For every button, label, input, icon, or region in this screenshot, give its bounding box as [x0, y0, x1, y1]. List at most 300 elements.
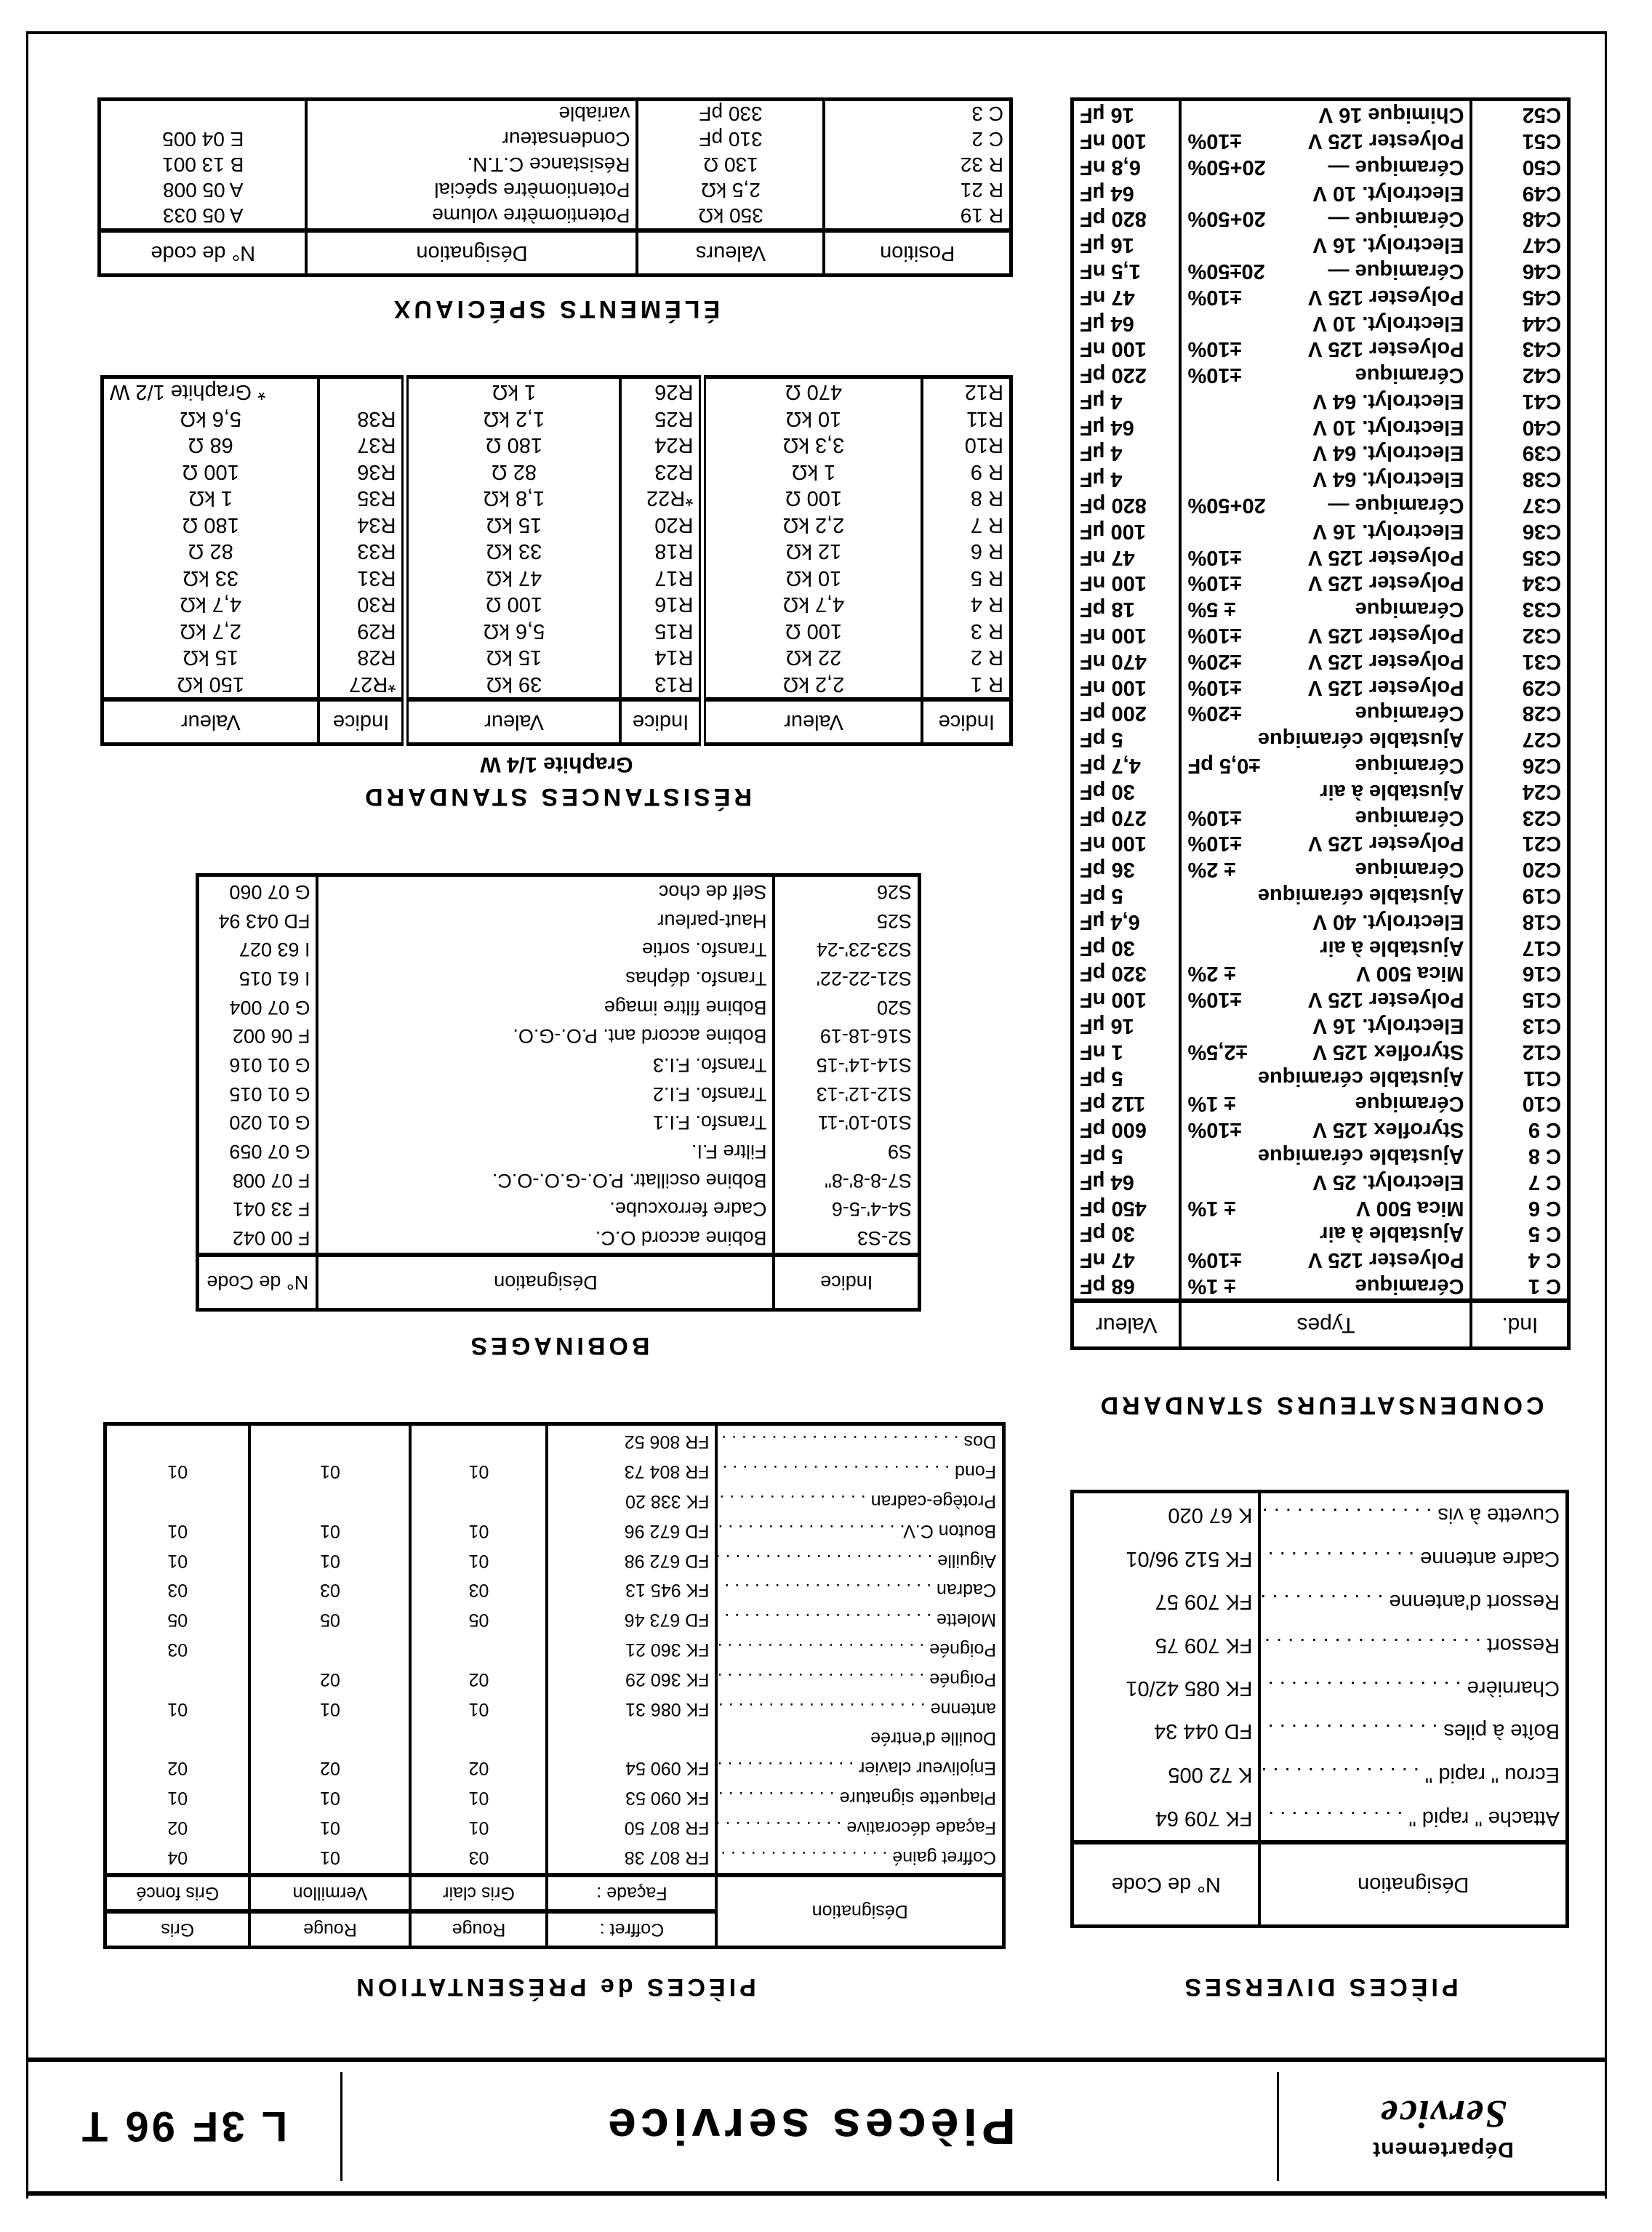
- valeur-cell: 30 pF: [1080, 1222, 1135, 1246]
- valeur-cell: 64 µF: [1080, 1170, 1134, 1194]
- designation-cell: Transfo. déphas: [318, 964, 774, 993]
- code-cell: [548, 1723, 717, 1753]
- type-cell: [1181, 336, 1472, 362]
- designation-cell: Bobine accord O.C.: [318, 1224, 774, 1255]
- indice-cell: *R27: [319, 671, 406, 700]
- ind-cell: C39: [1472, 440, 1569, 466]
- ind-cell: C21: [1472, 830, 1569, 856]
- table-row: [105, 1783, 1004, 1813]
- rouge-vermillon-cell: [250, 1723, 411, 1753]
- type-cell: [1181, 466, 1472, 492]
- indice-cell: R14: [621, 644, 703, 671]
- indice-cell: R 4: [923, 591, 1011, 618]
- type-cell: [1181, 361, 1472, 388]
- condensateurs-title: CONDENSATEURS STANDARD: [1096, 1392, 1544, 1419]
- indice-cell: R20: [621, 512, 703, 539]
- valeur-cell: 150 kΩ: [177, 673, 245, 696]
- table-row: [198, 935, 920, 964]
- ind-cell: C33: [1472, 595, 1569, 622]
- ind-cell: C51: [1472, 127, 1569, 153]
- code-cell: FK 709 57: [1155, 1590, 1253, 1614]
- resistances-title: RÉSISTANCES STANDARD: [361, 783, 752, 811]
- table-row: [1072, 153, 1569, 180]
- valeur-cell: 1 kΩ: [703, 459, 923, 486]
- table-row: [105, 1575, 1004, 1605]
- header-valeur-1: Valeur: [703, 699, 923, 744]
- position-cell: R 32: [825, 152, 1011, 177]
- table-row: [1072, 1142, 1569, 1168]
- tolerance: ±20%: [1187, 649, 1242, 673]
- type-name: Céramique —: [1328, 155, 1464, 179]
- valeur-cell: 100 Ω: [406, 591, 621, 618]
- table-row: [1072, 127, 1569, 153]
- ind-cell: C 6: [1472, 1195, 1569, 1221]
- valeur-cell: 82 Ω: [188, 539, 233, 563]
- type-name: Polyester 125 V: [1308, 832, 1464, 856]
- table-row: [1072, 466, 1569, 492]
- valeur-cell: 30 pF: [1080, 936, 1135, 960]
- gris-fonce-cell: [105, 1486, 250, 1516]
- indice-cell: [319, 377, 406, 406]
- table-row: [1072, 674, 1569, 700]
- valeurs-cell: 330 pF: [638, 100, 825, 127]
- rouge-gris-clair-cell: 01: [411, 1516, 548, 1546]
- indice-cell: R11: [923, 406, 1011, 433]
- valeur-cell: 100 Ω: [703, 485, 923, 512]
- designation-cell: Protège-cadran . . .: [717, 1486, 1004, 1516]
- designation-cell: Potentiomètre volume: [307, 203, 638, 230]
- type-cell: [1181, 153, 1472, 180]
- table-row: [1072, 1710, 1568, 1753]
- type-cell: [1181, 856, 1472, 882]
- code-cell: G 07 059: [229, 1141, 310, 1163]
- designation-cell: Résistance C.T.N.: [307, 152, 638, 177]
- table-row: [105, 1456, 1004, 1486]
- valeur-cell: 100 nF: [1080, 988, 1147, 1012]
- header-code: N° de code: [100, 230, 307, 276]
- ind-cell: C28: [1472, 700, 1569, 726]
- indice-cell: R 5: [923, 565, 1011, 592]
- table-row: [1072, 595, 1569, 622]
- table-row: [103, 538, 1011, 565]
- type-name: Electrolyt. 10 V: [1312, 415, 1464, 439]
- type-name: Céramique: [1355, 754, 1464, 778]
- table-row: [1072, 1012, 1569, 1038]
- table-row: [1072, 1221, 1569, 1247]
- footnote: * Graphite 1/2 W: [110, 380, 266, 404]
- tolerance: ±10%: [1187, 624, 1242, 648]
- gris-fonce-cell: [105, 1664, 250, 1694]
- designation-cell: Façade décorative . . .: [717, 1813, 1004, 1842]
- valeurs-cell: 350 kΩ: [638, 203, 825, 230]
- rouge-vermillon-cell: 01: [250, 1516, 411, 1546]
- type-name: Céramique: [1355, 1274, 1464, 1298]
- valeur-cell: 1 kΩ: [188, 486, 233, 510]
- table-row: [100, 152, 1011, 177]
- designation-cell: Ressort . . .: [1260, 1623, 1568, 1666]
- valeur-cell: 33 kΩ: [406, 538, 621, 565]
- tolerance: ±10%: [1187, 1118, 1242, 1142]
- type-cell: [1181, 544, 1472, 570]
- code-cell: F 33 041: [232, 1198, 310, 1221]
- resistances-table: [100, 375, 1013, 746]
- designation-cell: Molette . . .: [717, 1605, 1004, 1634]
- pieces-presentation-table: [103, 1422, 1006, 1949]
- table-row: [1072, 1246, 1569, 1272]
- valeurs-cell: 130 Ω: [638, 152, 825, 177]
- type-cell: [1181, 1038, 1472, 1064]
- tolerance: ±10%: [1187, 675, 1242, 699]
- designation-cell: Aiguille . . .: [717, 1546, 1004, 1575]
- designation-cell: Fond . . .: [717, 1456, 1004, 1486]
- type-name: Polyester 125 V: [1308, 285, 1464, 309]
- header-gris-clair: Gris clair: [411, 1875, 548, 1911]
- valeur-cell: 64 µF: [1080, 311, 1134, 335]
- table-row: [1072, 622, 1569, 648]
- table-row: [1072, 1038, 1569, 1064]
- table-row: [1072, 100, 1569, 128]
- gris-fonce-cell: 02: [167, 1817, 188, 1838]
- table-row: [1072, 1195, 1569, 1221]
- table-row: [1072, 1753, 1568, 1796]
- model-reference: L 3F 96 T: [79, 2103, 288, 2151]
- type-cell: [1181, 908, 1472, 934]
- service-logo: Service: [1379, 2092, 1507, 2136]
- position-cell: C 2: [825, 127, 1011, 152]
- pieces-presentation-title: PIÈCES de PRÉSENTATION: [353, 1973, 756, 2001]
- type-name: Polyester 125 V: [1308, 337, 1464, 361]
- code-cell: FR 807 50: [548, 1813, 717, 1842]
- type-name: Polyester 125 V: [1308, 1248, 1464, 1272]
- rouge-gris-clair-cell: 01: [411, 1694, 548, 1724]
- table-row: [1072, 336, 1569, 362]
- valeur-cell: 18 pF: [1080, 598, 1135, 622]
- table-row: [1072, 284, 1569, 310]
- valeur-cell: 16 µF: [1080, 233, 1134, 257]
- rouge-vermillon-cell: [250, 1424, 411, 1457]
- designation-cell: Transfo. sortie: [318, 935, 774, 964]
- indice-cell: R35: [319, 485, 406, 512]
- designation-cell: Transfo. F.I.2: [318, 1079, 774, 1108]
- valeur-cell: 4 µF: [1080, 467, 1123, 491]
- pieces-diverses-title: PIÈCES DIVERSES: [1181, 1973, 1459, 2001]
- table-row: [103, 432, 1011, 459]
- rouge-gris-clair-cell: [411, 1486, 548, 1516]
- tolerance: ± 2%: [1187, 962, 1236, 986]
- type-cell: [1181, 804, 1472, 830]
- table-row: [1072, 908, 1569, 934]
- designation-cell: Transfo. F.I.3: [318, 1051, 774, 1080]
- type-name: Céramique —: [1328, 207, 1464, 231]
- ind-cell: C47: [1472, 231, 1569, 257]
- type-name: Mica 500 V: [1356, 1196, 1464, 1220]
- rouge-vermillon-cell: [250, 1634, 411, 1664]
- valeur-cell: 112 pF: [1080, 1092, 1146, 1116]
- designation-cell: Bobine accord ant. P.O.-G.O.: [318, 1021, 774, 1051]
- rouge-gris-clair-cell: 02: [411, 1753, 548, 1783]
- indice-cell: R31: [319, 565, 406, 592]
- code-cell: I 61 015: [238, 968, 310, 990]
- indice-cell: S16-18-19: [774, 1021, 920, 1051]
- ind-cell: C40: [1472, 414, 1569, 440]
- table-row: [1072, 440, 1569, 466]
- rouge-gris-clair-cell: 01: [411, 1813, 548, 1842]
- table-row: [105, 1664, 1004, 1694]
- table-row: [1072, 180, 1569, 206]
- type-name: Polyester 125 V: [1308, 624, 1464, 648]
- table-row: [105, 1842, 1004, 1875]
- type-cell: [1181, 1142, 1472, 1168]
- code-cell: FD 044 34: [1154, 1719, 1253, 1743]
- valeur-cell: 68 pF: [1080, 1274, 1135, 1298]
- ind-cell: C29: [1472, 674, 1569, 700]
- elements-speciaux-table: [97, 97, 1013, 277]
- indice-cell: S21-22-22': [774, 964, 920, 993]
- table-row: [1072, 231, 1569, 257]
- type-cell: [1181, 100, 1472, 128]
- header-valeur-2: Valeur: [406, 699, 621, 744]
- header-designation: Désignation: [318, 1255, 774, 1310]
- ind-cell: C49: [1472, 180, 1569, 206]
- designation-cell: Bobine filtre image: [318, 992, 774, 1021]
- ind-cell: C17: [1472, 934, 1569, 960]
- table-row: [1072, 1272, 1569, 1301]
- valeur-cell: 47 kΩ: [406, 565, 621, 592]
- table-row: [1072, 700, 1569, 726]
- code-cell: FD 043 94: [218, 910, 310, 932]
- table-row: [198, 964, 920, 993]
- designation-cell: Cuvette à vis . . .: [1260, 1492, 1568, 1538]
- sheet-title: Pièces service: [604, 2098, 1016, 2155]
- ind-cell: C12: [1472, 1038, 1569, 1064]
- valeur-cell: 68 Ω: [188, 433, 233, 457]
- ind-cell: C31: [1472, 648, 1569, 674]
- table-row: [198, 1108, 920, 1137]
- indice-cell: S10-10'-11: [774, 1108, 920, 1137]
- table-row: [1072, 518, 1569, 544]
- ind-cell: C38: [1472, 466, 1569, 492]
- rouge-vermillon-cell: 02: [250, 1664, 411, 1694]
- tolerance: ±10%: [1187, 832, 1242, 856]
- rouge-vermillon-cell: 01: [250, 1813, 411, 1842]
- valeur-cell: 36 pF: [1080, 858, 1135, 882]
- table-row: [1072, 648, 1569, 674]
- type-cell: [1181, 648, 1472, 674]
- header-indice-1: Indice: [923, 699, 1011, 744]
- code-cell: FK 338 20: [548, 1486, 717, 1516]
- condensateurs-table: [1070, 97, 1571, 1350]
- gris-fonce-cell: 03: [167, 1639, 188, 1660]
- indice-cell: R 6: [923, 538, 1011, 565]
- ind-cell: C10: [1472, 1091, 1569, 1117]
- tolerance: 20+50%: [1187, 155, 1266, 179]
- pieces-diverses-table: [1070, 1490, 1569, 1928]
- rouge-gris-clair-cell: [411, 1424, 548, 1457]
- table-row: [1072, 804, 1569, 830]
- indice-cell: R15: [621, 618, 703, 645]
- table-row: [100, 100, 1011, 127]
- valeur-cell: 100 nF: [1080, 129, 1147, 153]
- table-row: [1072, 1492, 1568, 1538]
- table-row: [1072, 1538, 1568, 1581]
- type-name: Ajustable céramique: [1257, 728, 1464, 752]
- table-row: [1072, 1666, 1568, 1709]
- ind-cell: C35: [1472, 544, 1569, 570]
- header-designation: Désignation: [1260, 1842, 1568, 1927]
- ind-cell: C 8: [1472, 1142, 1569, 1168]
- valeur-cell: 820 pF: [1080, 494, 1147, 518]
- table-row: [198, 1021, 920, 1051]
- reference-block: [26, 2062, 340, 2191]
- elements-speciaux-title: ÉLÉMENTS SPÉCIAUX: [390, 295, 721, 323]
- valeur-cell: 10 kΩ: [703, 565, 923, 592]
- rouge-gris-clair-cell: 03: [411, 1842, 548, 1875]
- table-row: [1072, 726, 1569, 752]
- table-row: [1072, 960, 1569, 987]
- gris-fonce-cell: 01: [167, 1550, 188, 1571]
- designation-cell: Cadre antenne . . .: [1260, 1538, 1568, 1581]
- type-name: Ajustable à air: [1320, 936, 1464, 960]
- type-cell: [1181, 1091, 1472, 1117]
- type-name: Céramique —: [1328, 494, 1464, 518]
- ind-cell: C 4: [1472, 1246, 1569, 1272]
- code-cell: E 04 005: [162, 128, 244, 151]
- valeur-cell: 320 pF: [1080, 962, 1147, 986]
- type-cell: [1181, 622, 1472, 648]
- valeur-cell: 22 kΩ: [703, 644, 923, 671]
- rouge-vermillon-cell: [250, 1486, 411, 1516]
- valeur-cell: 600 pF: [1080, 1118, 1147, 1142]
- valeur-cell: 4,7 pF: [1080, 754, 1141, 778]
- type-cell: [1181, 180, 1472, 206]
- tolerance: ±10%: [1187, 806, 1242, 830]
- rouge-vermillon-cell: 01: [250, 1546, 411, 1575]
- code-cell: FR 806 52: [548, 1424, 717, 1457]
- valeur-cell: 200 pF: [1080, 702, 1147, 726]
- indice-cell: S12-12'-13: [774, 1079, 920, 1108]
- ind-cell: C19: [1472, 882, 1569, 908]
- ind-cell: C16: [1472, 960, 1569, 987]
- type-cell: [1181, 960, 1472, 987]
- position-cell: R 19: [825, 203, 1011, 230]
- valeur-cell: 180 Ω: [182, 513, 239, 537]
- indice-cell: S20: [774, 992, 920, 1021]
- type-name: Electrolyt. 64 V: [1312, 389, 1464, 413]
- gris-fonce-cell: [105, 1723, 250, 1753]
- header-code: N° de Code: [1072, 1842, 1260, 1927]
- type-name: Polyester 125 V: [1308, 988, 1464, 1012]
- gris-fonce-cell: 01: [167, 1461, 188, 1482]
- bobinages-title: BOBINAGES: [467, 1332, 650, 1360]
- type-name: Styroflex 125 V: [1312, 1040, 1464, 1064]
- indice-cell: S2-S3: [774, 1224, 920, 1255]
- valeur-cell: 100 µF: [1080, 519, 1146, 543]
- tolerance: ± 5%: [1187, 598, 1236, 622]
- code-cell: A 05 033: [162, 204, 244, 227]
- table-row: [1072, 752, 1569, 778]
- gris-fonce-cell: 04: [167, 1847, 188, 1868]
- designation-cell: Attache " rapid " . . .: [1260, 1796, 1568, 1842]
- type-cell: [1181, 1012, 1472, 1038]
- type-cell: [1181, 310, 1472, 336]
- designation-cell: Ecrou " rapid " . . .: [1260, 1753, 1568, 1796]
- header-valeur: Valeur: [1072, 1301, 1181, 1349]
- ind-cell: C41: [1472, 388, 1569, 414]
- code-cell: F 06 002: [232, 1025, 310, 1048]
- designation-cell: Bobine oscillatr. P.O.-G.O.-O.C.: [318, 1165, 774, 1195]
- table-row: [103, 406, 1011, 433]
- type-name: Electrolyt. 16 V: [1312, 1014, 1464, 1038]
- valeur-cell: 100 nF: [1080, 337, 1147, 361]
- valeur-cell: 15 kΩ: [406, 644, 621, 671]
- code-cell: FK 085 42/01: [1126, 1677, 1253, 1701]
- designation-cell: Transfo. F.I.1: [318, 1108, 774, 1137]
- table-row: [103, 671, 1011, 700]
- valeur-cell: 3,3 kΩ: [703, 432, 923, 459]
- position-cell: R 21: [825, 177, 1011, 203]
- header-gris: Gris: [105, 1911, 250, 1948]
- valeur-cell: 6,8 nF: [1080, 155, 1141, 179]
- code-cell: F 07 008: [232, 1169, 310, 1192]
- ind-cell: C44: [1472, 310, 1569, 336]
- ind-cell: C15: [1472, 986, 1569, 1012]
- ind-cell: C11: [1472, 1064, 1569, 1091]
- table-row: [105, 1516, 1004, 1546]
- gris-fonce-cell: 02: [167, 1758, 188, 1779]
- ind-cell: C36: [1472, 518, 1569, 544]
- designation-cell: Ressort d'antenne . . .: [1260, 1581, 1568, 1623]
- type-name: Ajustable céramique: [1257, 1066, 1464, 1090]
- indice-cell: R17: [621, 565, 703, 592]
- table-row: [103, 459, 1011, 486]
- table-row: [1072, 1168, 1569, 1195]
- valeur-cell: 64 µF: [1080, 415, 1134, 439]
- designation-cell: Condensateur: [307, 127, 638, 152]
- valeurs-cell: 310 pF: [638, 127, 825, 152]
- valeur-cell: 2,2 kΩ: [703, 671, 923, 700]
- code-cell: FK 709 75: [1155, 1633, 1253, 1657]
- table-row: [103, 644, 1011, 671]
- header-indice-2: Indice: [621, 699, 703, 744]
- table-row: [103, 512, 1011, 539]
- indice-cell: R23: [621, 459, 703, 486]
- type-name: Céramique —: [1328, 259, 1464, 283]
- table-row: [1072, 830, 1569, 856]
- type-name: Céramique: [1355, 858, 1464, 882]
- type-name: Polyester 125 V: [1308, 649, 1464, 673]
- valeur-cell: 1,8 kΩ: [406, 485, 621, 512]
- code-cell: FK 086 31: [548, 1694, 717, 1724]
- type-name: Céramique: [1355, 702, 1464, 726]
- valeur-cell: 16 µF: [1080, 1014, 1134, 1038]
- table-row: [105, 1546, 1004, 1575]
- table-row: [103, 591, 1011, 618]
- rouge-gris-clair-cell: 01: [411, 1546, 548, 1575]
- indice-cell: *R22: [621, 485, 703, 512]
- table-row: [1072, 1116, 1569, 1142]
- type-cell: [1181, 388, 1472, 414]
- rouge-gris-clair-cell: 05: [411, 1605, 548, 1634]
- code-cell: G 01 016: [229, 1054, 310, 1077]
- rouge-gris-clair-cell: 01: [411, 1783, 548, 1813]
- designation-cell: Cadran . . .: [717, 1575, 1004, 1605]
- type-cell: [1181, 1195, 1472, 1221]
- type-cell: [1181, 1272, 1472, 1301]
- valeur-cell: 100 Ω: [703, 618, 923, 645]
- ind-cell: C52: [1472, 100, 1569, 128]
- valeur-cell: 4,7 kΩ: [703, 591, 923, 618]
- type-name: Electrolyt. 10 V: [1312, 181, 1464, 205]
